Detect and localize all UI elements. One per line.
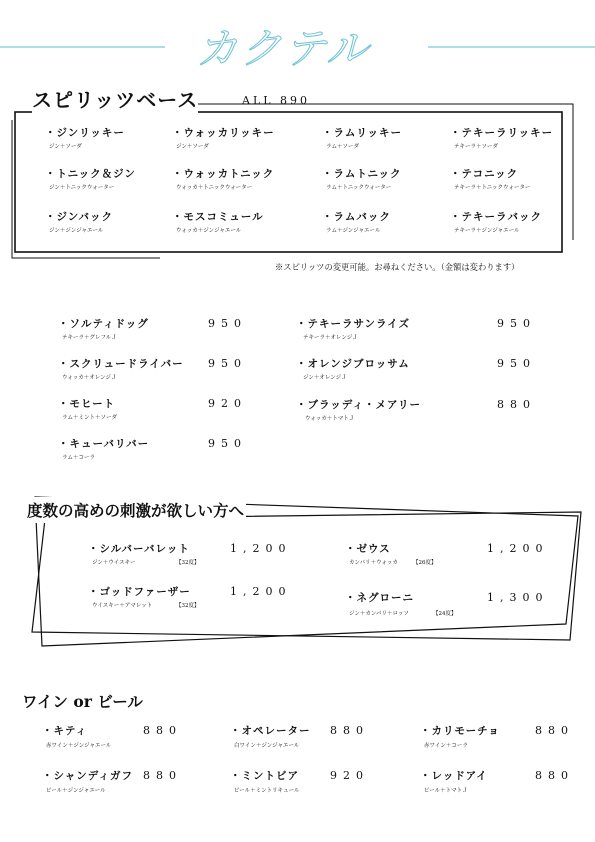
menu-item-name: ・ジンリッキー bbox=[45, 127, 125, 139]
menu-item-description: カンパリ＋ウォッカ bbox=[349, 560, 398, 566]
menu-item-description: テキーラ＋ジンジャエール bbox=[454, 228, 520, 234]
menu-item-name: ・トニック＆ジン bbox=[45, 168, 136, 180]
menu-item-description: ラム＋ソーダ bbox=[326, 144, 359, 150]
menu-item-abv: 【32度】 bbox=[176, 603, 200, 609]
menu-item-name: ・シルバーバレット bbox=[88, 543, 190, 555]
menu-item-price: 950 bbox=[208, 437, 247, 450]
menu-item-description: 赤ワイン＋ジンジャエール bbox=[46, 743, 112, 749]
menu-item-price: 950 bbox=[497, 317, 536, 330]
menu-item-name: ・テキーラサンライズ bbox=[296, 318, 411, 330]
menu-item-name: ・テキーラリッキー bbox=[450, 127, 554, 139]
menu-item-description: ラム＋コーラ bbox=[62, 455, 95, 461]
menu-item-description: テキーラ＋ソーダ bbox=[454, 144, 499, 150]
menu-item-abv: 【32度】 bbox=[176, 560, 200, 566]
menu-item-name: ・カリモーチョ bbox=[420, 725, 500, 737]
menu-item-price: 1,300 bbox=[487, 591, 549, 604]
menu-item-name: ・キューバリバー bbox=[58, 438, 150, 450]
menu-item-name: ・ゼウス bbox=[345, 543, 391, 555]
menu-item-price: 950 bbox=[497, 357, 536, 370]
menu-item-name: ・ウォッカリッキー bbox=[172, 127, 275, 139]
menu-item-abv: 【26度】 bbox=[413, 560, 437, 566]
menu-item-description: ウイスキー＋アマレット bbox=[92, 603, 153, 609]
menu-item-name: ・シャンディガフ bbox=[42, 770, 133, 782]
menu-item-name: ・オレンジブロッサム bbox=[296, 358, 410, 370]
menu-item-name: ・ジンバック bbox=[45, 211, 114, 223]
strong-frame-a bbox=[32, 512, 581, 640]
menu-item-name: ・ブラッディ・メアリー bbox=[296, 399, 422, 411]
menu-item-price: 880 bbox=[143, 769, 182, 782]
menu-item-description: テキーラ＋オレンジＪ bbox=[303, 335, 358, 341]
menu-item-price: 880 bbox=[535, 769, 574, 782]
menu-item-abv: 【24度】 bbox=[433, 611, 457, 617]
spirits-price: ALL 890 bbox=[242, 94, 311, 107]
page-title: カクテル bbox=[196, 24, 370, 73]
menu-item-price: 880 bbox=[535, 724, 574, 737]
menu-item-name: ・ラムトニック bbox=[322, 168, 402, 180]
menu-item-description: テキーラ＋トニックウォーター bbox=[454, 185, 531, 191]
menu-item-name: ・スクリュードライバー bbox=[58, 358, 184, 370]
menu-item-description: ラム＋トニックウォーター bbox=[326, 185, 392, 191]
menu-item-name: ・オペレーター bbox=[230, 725, 311, 737]
menu-item-price: 1,200 bbox=[487, 542, 549, 555]
menu-item-description: ジン＋ソーダ bbox=[176, 144, 209, 150]
menu-item-price: 1,200 bbox=[230, 585, 292, 598]
menu-item-price: 950 bbox=[208, 357, 247, 370]
menu-item-description: テキーラ＋グレフルＪ bbox=[62, 335, 117, 341]
spirits-note: ※スピリッツの変更可能。お尋ねください。（金額は変わります） bbox=[275, 262, 520, 272]
strong-heading: 度数の高めの刺激が欲しい方へ bbox=[25, 497, 246, 523]
menu-item-price: 1,200 bbox=[230, 542, 292, 555]
menu-item-price: 950 bbox=[208, 317, 247, 330]
menu-item-description: 白ワイン＋ジンジャエール bbox=[234, 743, 300, 749]
menu-item-description: ビール＋トマトＪ bbox=[424, 788, 468, 794]
menu-item-name: ・テキーラバック bbox=[450, 211, 542, 223]
menu-item-name: ・レッドアイ bbox=[420, 770, 488, 782]
menu-item-description: ラム＋ジンジャエール bbox=[326, 228, 381, 234]
menu-item-description: ジン＋トニックウォーター bbox=[49, 185, 115, 191]
menu-item-description: ジン＋ジンジャエール bbox=[49, 228, 104, 234]
menu-item-description: ウォッカ＋ジンジャエール bbox=[176, 228, 242, 234]
menu-item-price: 880 bbox=[497, 398, 536, 411]
menu-item-description: 赤ワイン＋コーラ bbox=[424, 743, 468, 749]
menu-item-price: 920 bbox=[208, 397, 247, 410]
menu-item-description: ジン＋ソーダ bbox=[49, 144, 82, 150]
spirits-heading: スピリッツベース bbox=[32, 84, 198, 113]
menu-item-name: ・キティ bbox=[42, 725, 88, 737]
menu-item-name: ・ミントビア bbox=[230, 770, 299, 782]
menu-item-description: ジン＋ウイスキー bbox=[92, 560, 136, 566]
menu-item-description: ウォッカ＋オレンジＪ bbox=[62, 375, 117, 381]
menu-item-name: ・ウォッカトニック bbox=[172, 168, 275, 180]
menu-item-price: 880 bbox=[330, 724, 369, 737]
menu-item-name: ・モヒート bbox=[58, 398, 116, 410]
menu-item-description: ジン＋オレンジＪ bbox=[303, 375, 347, 381]
menu-item-price: 920 bbox=[330, 769, 369, 782]
menu-item-price: 880 bbox=[143, 724, 182, 737]
menu-item-description: ジン＋カンパリ＋ロッソ bbox=[349, 611, 409, 617]
wine-beer-heading: ワイン or ビール bbox=[20, 688, 145, 714]
menu-item-name: ・ネグローニ bbox=[345, 592, 414, 604]
menu-item-description: ウォッカ＋トマトＪ bbox=[305, 416, 355, 422]
menu-item-name: ・ソルティドッグ bbox=[58, 318, 149, 330]
menu-item-description: ビール＋ミントリキュール bbox=[234, 788, 300, 794]
menu-item-name: ・モスコミュール bbox=[172, 211, 264, 223]
menu-item-name: ・ラムリッキー bbox=[322, 127, 402, 139]
menu-item-description: ビール＋ジンジャエール bbox=[46, 788, 106, 794]
menu-item-name: ・ゴッドファーザー bbox=[88, 586, 191, 598]
menu-item-name: ・ラムバック bbox=[322, 211, 391, 223]
menu-item-description: ウォッカ＋トニックウォーター bbox=[176, 185, 253, 191]
menu-item-name: ・テコニック bbox=[450, 168, 519, 180]
menu-item-description: ラム＋ミント＋ソーダ bbox=[62, 415, 117, 421]
